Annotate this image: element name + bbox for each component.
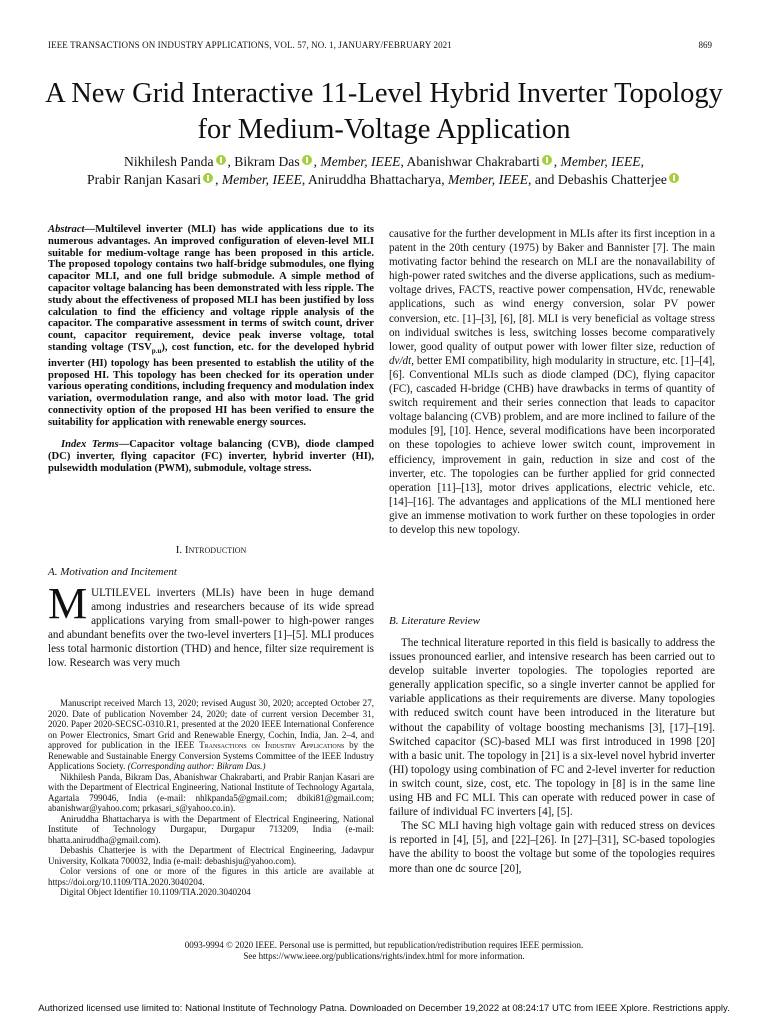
footnotes <box>48 698 374 898</box>
drop-cap: M <box>48 579 88 628</box>
abstract-text: —Multilevel inverter (MLI) has wide applications due to its numerous advantages. An improved configuration of eleven-level MLI suitable for medium-voltage range has been proposed in this article. The proposed topology contains two half-bridge submodules, one flying capacitor MLI, and one full bridge submodule. A simple method of capacitor voltage balancing has been demonstrated with less ripple. The study about the effectiveness of proposed MLI has been justified by loss calculation to find the efficiency and voltage ripple analysis of the capacitor. The comparative assessment in terms of switch count, driver count, capacitor requirement, device peak inverse voltage, total standing voltage (TSV <box>48 224 374 353</box>
running-header: IEEE TRANSACTIONS ON INDUSTRY APPLICATIONS, VOL. 57, NO. 1, JANUARY/FEBRUARY 2021 <box>48 40 452 50</box>
footnote-affiliation: Debashis Chatterjee is with the Department of Electrical Engineering, Jadavpur University, Kolkata 700032, India (e-mail: debashisju@yahoo.com). <box>48 845 374 866</box>
subsection-heading-b: B. Literature Review <box>389 615 480 627</box>
footnote-doi: Digital Object Identifier 10.1109/TIA.2020.3040204 <box>60 887 251 897</box>
intro-text: inverters (MLIs) have been in huge demand among industries and researchers because of its wide spread applications varying from small-power to high-power ranges and abundant benefits over the two-level inverters [1]–[5]. MLI produces less total harmonic distortion (THD) and hence, filter size requirement is low. Research was very much <box>48 587 374 670</box>
index-terms-text: —Capacitor voltage balancing (CVB), diode clamped (DC) inverter, flying capacitor (FC) inverter, hybrid inverter (HI), pulsewidth modulation (PWM), submodule, voltage stress. <box>48 439 374 474</box>
abstract-label: Abstract <box>48 224 85 235</box>
footnote-color-versions: Color versions of one or more of the figures in this article are available at https://doi.org/10.1109/TIA.2020.3040204. <box>48 866 374 887</box>
subsection-heading-a: A. Motivation and Incitement <box>48 566 177 578</box>
abstract-text-end: ), cost function, etc. for the developed hybrid inverter (HI) topology has been presented to establish the utility of the proposed HI. This topology has been checked for its operation under various operating conditions, including frequency and modulation index variation, overmodulation range, and also with motor load. The grid connectivity option of the proposed HI has been verified to ensure the suitability for application with renewable energy sources. <box>48 341 374 428</box>
author-name: Debashis Chatterjee <box>557 171 667 187</box>
author-membership: Member, IEEE <box>221 171 302 187</box>
orcid-icon[interactable] <box>216 155 226 165</box>
author-name: Prabir Ranjan Kasari <box>87 171 202 187</box>
copyright-notice: 0093-9994 © 2020 IEEE. Personal use is permitted, but republication/redistribution requires IEEE permission. See https://www.ieee.org/publications/rights/index.html for more information. <box>184 940 584 961</box>
abstract <box>48 224 374 429</box>
page-number: 869 <box>698 40 712 50</box>
author-list: Nikhilesh Panda , Bikram Das , Member, IEEE, Abanishwar Chakrabarti , Member, IEEE, Prabir Ranjan Kasari , Member, IEEE, Aniruddha Bhattacharya, Member, IEEE, and Debashis Chatterjee <box>40 153 728 188</box>
footnote-affiliation: Nikhilesh Panda, Bikram Das, Abanishwar Chakrabarti, and Prabir Ranjan Kasari are with the Department of Electrical Engineering, National Institute of Technology Agartala, Agartala 799046, India (e-mail: nhlkpanda5@gmail.com; dbiki81@gmail.com; abanishwar@yahoo.com; prkasari_s@yahoo.co.in). <box>48 771 374 813</box>
orcid-icon[interactable] <box>669 173 679 183</box>
footnote-affiliation: Aniruddha Bhattacharya is with the Department of Electrical Engineering, National Institute of Technology Durgapur, Durgapur 713209, India (e-mail: bhatta.aniruddha@gmail.com). <box>48 813 374 845</box>
orcid-icon[interactable] <box>302 155 312 165</box>
author-name: Nikhilesh Panda <box>124 154 214 169</box>
author-membership: Member, IEEE <box>560 154 641 169</box>
intro-paragraph <box>48 579 374 671</box>
footnote-manuscript: Manuscript received March 13, 2020; revised August 30, 2020; accepted October 27, 2020. Date of publication November 24, 2020; date of current version December 31, 2020. Paper 2020-SECSC-0310.R1, presented at the 2020 IEEE International Conference on Power Electronics, Smart Grid and Renewable Energy, Cochin, India, Jan. 2–4, and approved for publication in the IEEE Transactions on Industry Applications by the Renewable and Sustainable Energy Conversion Systems Committee of the IEEE Industry Applications Society. (Corresponding author: Bikram Das.) <box>48 698 374 771</box>
intro-first-word: ULTILEVEL <box>91 587 151 599</box>
author-name: Bikram Das <box>234 154 300 169</box>
body-paragraphs <box>389 636 715 876</box>
orcid-icon[interactable] <box>203 173 213 183</box>
author-name: Aniruddha Bhattacharya <box>307 171 442 187</box>
license-footer: Authorized licensed use limited to: National Institute of Technology Patna. Downloaded on December 19,2022 at 08:24:17 UTC from IEEE Xplore. Restrictions apply. <box>38 1003 730 1014</box>
author-name: Abanishwar Chakrabarti <box>406 154 540 169</box>
index-terms <box>48 439 374 474</box>
abstract-subscript: p.u <box>151 347 162 356</box>
body-paragraph: The technical literature reported in this field is basically to address the issues pronounced earlier, and intensive research has been carried out to develop suitable inverter topologies. The topologies reported are generally application specific, so a single inverter cannot be applied for variable applications as their requirements are diverse. Many topologies with reduced switch count have been introduced in the literature but without the capability of voltage boosting mechanisms [3], [17]–[19]. Switched capacitor (SC)-based MLI was first introduced in 1998 [20] with a basic unit. The topology in [21] is a six-level novel hybrid inverter (HI) topology using combination of FC and 2-level inverter for reduction in switch count, size, cost, etc. The topology in [8] is in the same line using HB and FC MLI. This can operate with reduced power in case of failure of individual FC inverters [4], [5]. <box>389 637 715 819</box>
index-terms-label: Index Terms <box>61 439 119 450</box>
paper-title: A New Grid Interactive 11-Level Hybrid Inverter Topology for Medium-Voltage Application <box>45 78 723 145</box>
section-heading: I. Introduction <box>175 544 247 556</box>
orcid-icon[interactable] <box>542 155 552 165</box>
body-paragraph: causative for the further development in MLIs after its first inception in a patent in the 20th century (1975) by Baker and Bannister [7]. The main motivating factor behind the research on MLI are the nonavailability of high-power rated switches and the diverse applications, such as medium-voltage drives, FACTS, reactive power compensation, HVdc, renewable applications, such as wind energy conversion, solar PV power conversion, etc. [1]–[3], [6], [8]. MLI is very beneficial as voltage stress on individual switches is less, switching losses become comparatively lower, good quality of output power with lower filter size, reduction of dv/dt, better EMI compatibility, high modularity in structure, etc. [1]–[4], [6]. Conventional MLIs such as diode clamped (DC), flying capacitor (FC), cascaded H-bridge (CHB) have drawbacks in terms of quantity of switch requirement and their series connection that leads to capacitor voltage balancing (CVB) problem, and are more inclined to failure of the modules [9], [10]. Hence, several modifications have been incorporated on these topologies to achieve lower switch count, improvement in efficiency, improvement in gain, reduction in size and cost of the inverter, etc. The topologies can be further applied for grid connected operation [11]–[13], motor drives applications, electric vehicle, etc. [14]–[16]. The advantages and applications of the MLI mentioned here give an immense motivation to work further on these topologies in order to develop this new topology. <box>389 228 715 536</box>
author-membership: Member, IEEE <box>320 154 401 169</box>
body-paragraph: The SC MLI having high voltage gain with reduced stress on devices is reported in [4], [5], and [22]–[26]. In [27]–[31], SC-based topologies have the ability to boost the voltage but some of the topologies requires more than one dc source [20], <box>389 820 715 875</box>
author-membership: Member, IEEE <box>447 171 529 187</box>
